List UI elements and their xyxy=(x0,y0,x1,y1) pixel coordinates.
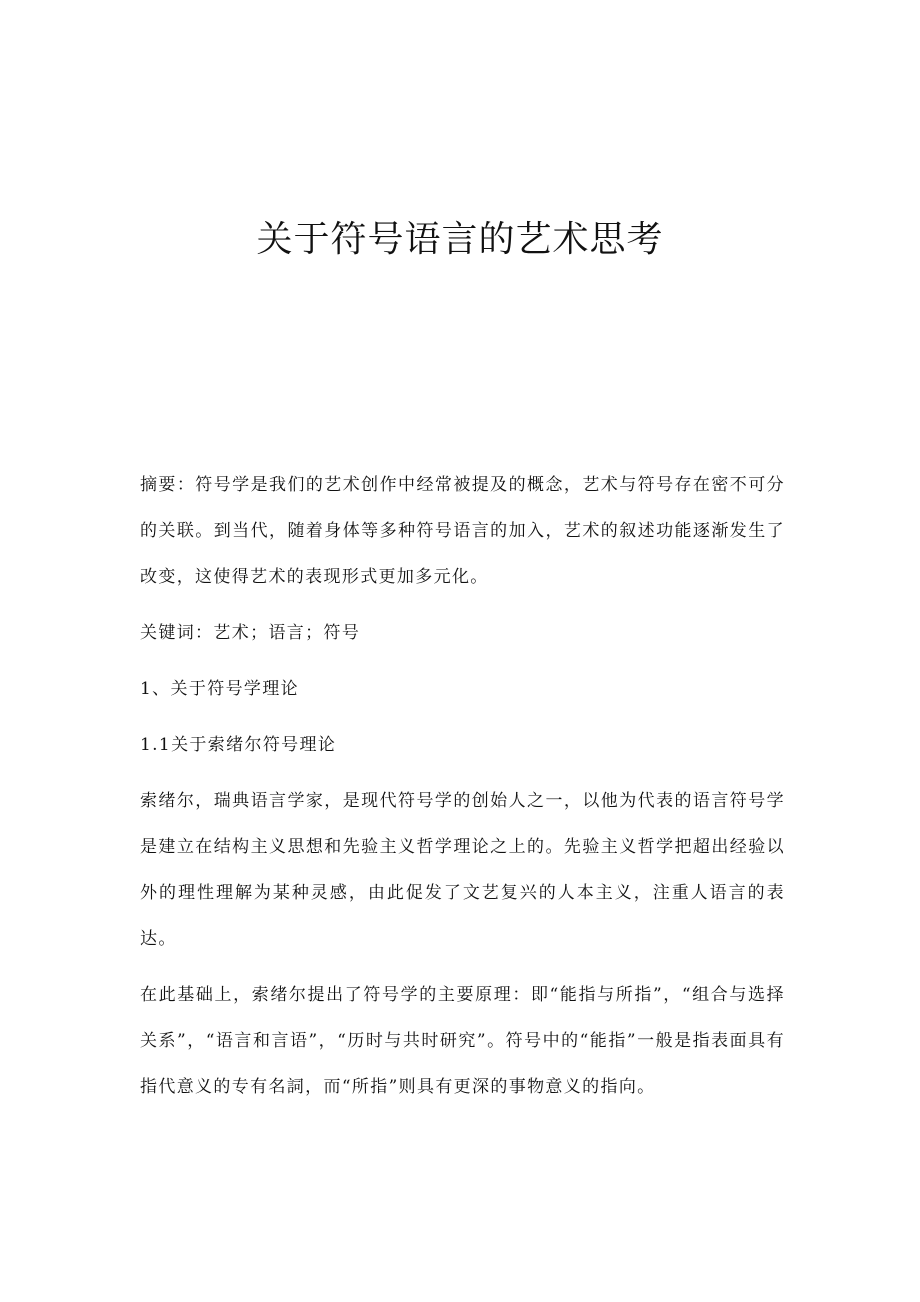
keywords-line: 关键词：艺术；语言；符号 xyxy=(140,623,361,643)
body-paragraph-2: 在此基础上，索绪尔提出了符号学的主要原理：即“能指与所指”，“组合与选择关系”，“语言和言语”，“历时与共时研究”。符号中的“能指”一般是指表面具有指代意义的专有名詞，而“所指”则具有更深的事物意义的指向。 xyxy=(140,985,785,1097)
document-body xyxy=(140,462,785,1120)
document-title: 关于符号语言的艺术思考 xyxy=(256,219,664,260)
body-paragraph-1: 索绪尔，瑞典语言学家，是现代符号学的创始人之一，以他为代表的语言符号学是建立在结构主义思想和先验主义哲学理论之上的。先验主义哲学把超出经验以外的理性理解为某种灵感，由此促发了文艺复兴的人本主义，注重人语言的表达。 xyxy=(140,791,785,949)
section-heading-1: 1、关于符号学理论 xyxy=(140,679,299,699)
abstract-paragraph: 摘要：符号学是我们的艺术创作中经常被提及的概念，艺术与符号存在密不可分的关联。到当代，随着身体等多种符号语言的加入，艺术的叙述功能逐渐发生了改变，这使得艺术的表现形式更加多元化。 xyxy=(140,475,785,587)
section-heading-1-1: 1.1关于索绪尔符号理论 xyxy=(140,735,337,755)
